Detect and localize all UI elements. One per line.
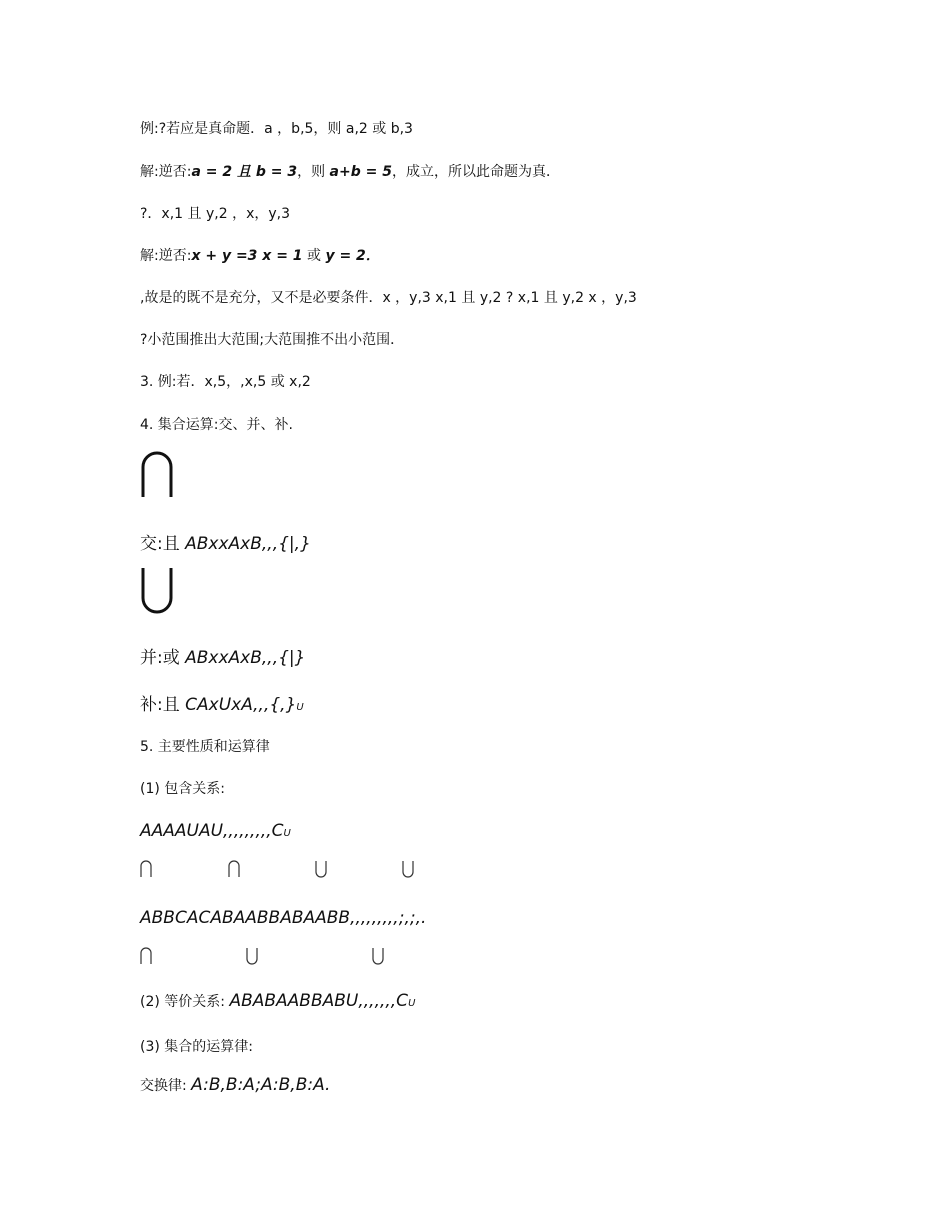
complement-definition (140, 690, 304, 715)
math-expression: a+b = 5 (329, 164, 392, 180)
solution-line-1 (140, 161, 560, 181)
union-icon (140, 567, 174, 615)
question-line: ?．x,1 且 y,2 ，x，y,3 (140, 206, 290, 222)
condition-line: ,故是的既不是充分，又不是必要条件．x ，y,3 x,1 且 y,2 ? x,1 且 y,2 x ，y,3 (140, 290, 637, 306)
math-expression: y = 2． (325, 248, 380, 264)
law-label: 交换律: (140, 1078, 187, 1094)
math-expression: ABxxAxB,,,{|} (185, 648, 306, 668)
equivalence-line (140, 991, 415, 1011)
union-icon (315, 860, 327, 878)
section-4-heading: 4. 集合运算:交、并、补. (140, 417, 293, 433)
union-icon (402, 860, 414, 878)
range-note-line: ?小范围推出大范围;大范围推不出小范围． (140, 332, 405, 348)
intersection-icon (140, 860, 152, 878)
union-icon (372, 947, 384, 965)
union-icon (246, 947, 258, 965)
commutative-law-line (140, 1075, 330, 1095)
solution-prefix: 解:逆否: (140, 248, 192, 264)
example-line: 例:?若应是真命题．a ，b,5，则 a,2 或 b,3 (140, 121, 413, 137)
math-expression: ABABAABBABU,,,,,,,C (229, 991, 409, 1011)
definition-label: 补:且 (140, 695, 180, 715)
subscript: U (408, 998, 416, 1009)
math-expression: AAAAUAU,,,,,,,,,C (140, 821, 284, 841)
operation-laws-heading: (3) 集合的运算律: (140, 1039, 253, 1055)
solution-line-2 (140, 245, 380, 265)
inclusion-formula-1 (140, 821, 291, 841)
math-expression: a = 2 且 b = 3 (191, 164, 298, 180)
solution-prefix: 解:逆否: (140, 164, 192, 180)
example-3-line: 3. 例:若．x,5，,x,5 或 x,2 (140, 374, 311, 390)
definition-label: 交:且 (140, 534, 180, 554)
definition-label: 并:或 (140, 648, 180, 668)
math-expression: A:B,B:A;A:B,B:A. (191, 1075, 331, 1095)
text-fragment: 或 (302, 248, 326, 264)
union-definition (140, 643, 305, 668)
math-expression: ABBCACABAABBABAABB,,,,,,,,,;,;,. (140, 908, 427, 928)
subscript: U (296, 702, 304, 713)
inclusion-formula-2 (140, 908, 426, 928)
math-expression: x + y =3 x = 1 (191, 248, 303, 264)
math-expression: CAxUxA,,,{,} (185, 695, 297, 715)
equivalence-label: (2) 等价关系: (140, 994, 225, 1010)
section-5-heading: 5. 主要性质和运算律 (140, 739, 270, 755)
inclusion-heading: (1) 包含关系: (140, 781, 225, 797)
math-expression: ABxxAxB,,,{|,} (185, 534, 311, 554)
subscript: U (283, 828, 291, 839)
intersection-definition (140, 529, 311, 554)
intersection-icon (140, 450, 174, 498)
text-fragment: ，则 (297, 164, 330, 180)
intersection-icon (228, 860, 240, 878)
text-fragment: ，成立，所以此命题为真． (391, 164, 560, 180)
intersection-icon (140, 947, 152, 965)
